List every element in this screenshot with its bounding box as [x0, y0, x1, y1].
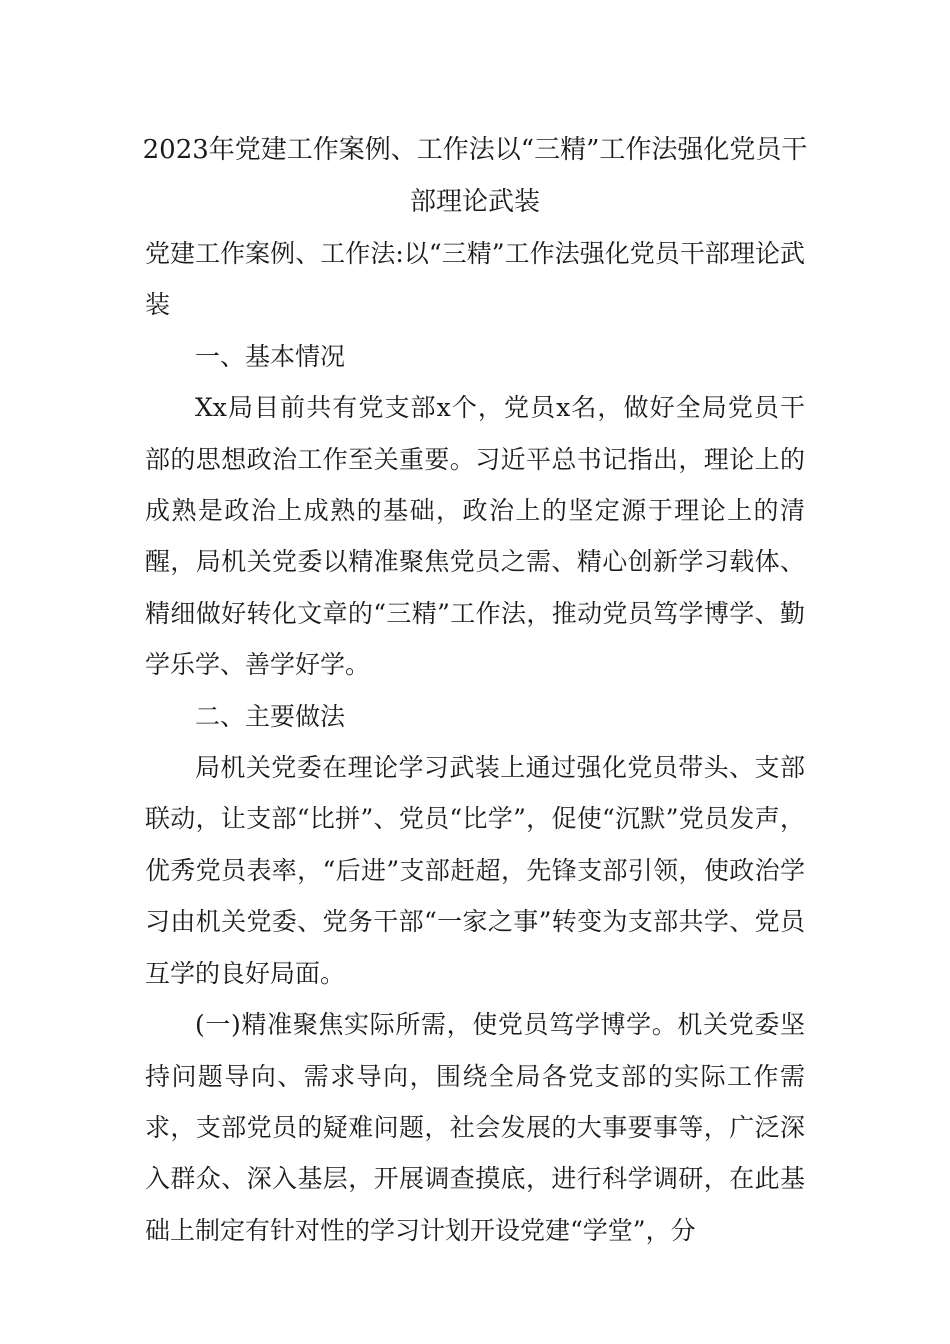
document-body	[145, 228, 805, 1256]
paragraph-basic-situation: Xx局目前共有党支部x个，党员x名，做好全局党员干部的思想政治工作至关重要。习近平总书记指出，理论上的成熟是政治上成熟的基础，政治上的坚定源于理论上的清醒，局机关党委以精准聚焦党员之需、精心创新学习载体、精细做好转化文章的“三精”工作法，推动党员笃学博学、勤学乐学、善学好学。	[145, 393, 805, 680]
paragraph-main-practices: 局机关党委在理论学习武装上通过强化党员带头、支部联动，让支部“比拼”、党员“比学”，促使“沉默”党员发声，优秀党员表率，“后进”支部赶超，先锋支部引领，使政治学习由机关党委、党务干部“一家之事”转变为支部共学、党员互学的良好局面。	[145, 753, 805, 988]
paragraph-subsection-1: (一)精准聚焦实际所需，使党员笃学博学。机关党委坚持问题导向、需求导向，围绕全局各党支部的实际工作需求，支部党员的疑难问题，社会发展的大事要事等，广泛深入群众、深入基层，开展调查摸底，进行科学调研，在此基础上制定有针对性的学习计划开设党建“学堂”，分	[145, 1010, 805, 1245]
section-heading-basic-situation: 一、基本情况	[195, 341, 346, 371]
document-title: 2023年党建工作案例、工作法以“三精”工作法强化党员干部理论武装	[142, 135, 808, 217]
document-subtitle: 党建工作案例、工作法:以“三精”工作法强化党员干部理论武装	[145, 239, 805, 320]
section-heading-main-practices: 二、主要做法	[195, 701, 346, 731]
